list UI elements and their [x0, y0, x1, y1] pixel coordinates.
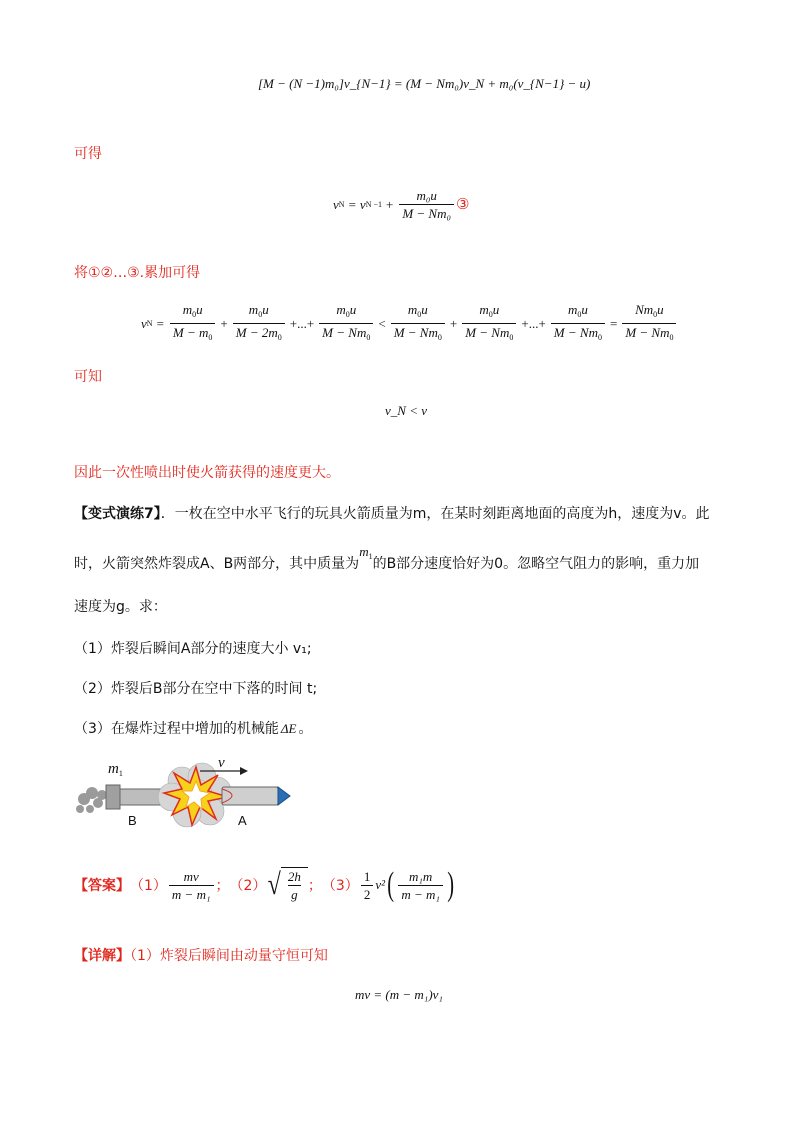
rocket-part-a	[222, 787, 278, 805]
answer-part-2-label: （2）	[229, 878, 267, 894]
eq2-denominator: M − Nm₀	[399, 204, 454, 221]
problem-line1-text: ．一枚在空中水平飞行的玩具火箭质量为m，在某时刻距离地面的高度为h，速度为v。此	[160, 506, 710, 522]
q3-text: （3）在爆炸过程中增加的机械能	[74, 721, 279, 737]
delta-e-symbol: ΔE	[280, 721, 297, 736]
answer-3-paren: ( $\frac{\text{m₁m}}{\text{m − m₁}}$ )	[387, 866, 454, 903]
velocity-recursion-equation: v N = v N −1 + $\frac{\text{m₀u}}{\text{M − Nm₀}}$ ③	[333, 188, 470, 221]
answer-2-denominator: g	[288, 885, 301, 902]
figure-label-m1: $m_1$	[108, 761, 123, 778]
answer-sep-2: ；	[307, 878, 322, 894]
answer-3-half: $\frac{1}{2}$	[361, 869, 374, 902]
eq2-fraction	[399, 188, 454, 221]
figure-label-v: v	[218, 755, 225, 771]
eq2-circled-marker: ③	[456, 197, 470, 213]
question-3	[74, 719, 313, 739]
figure-label-b: B	[128, 813, 137, 828]
answer-sep-1: ；	[215, 878, 230, 894]
answer-1-denominator: m − m₁	[169, 885, 214, 902]
conclusion-text: 因此一次性喷出时使火箭获得的速度更大。	[74, 465, 340, 481]
ineq-text: v_N < v	[385, 403, 427, 418]
problem-line2a: 时，火箭突然炸裂成A、B两部分，其中质量为	[74, 556, 360, 572]
rocket-explosion-figure	[72, 755, 292, 835]
eq2-numerator: m₀u	[416, 188, 437, 203]
velocity-sum-inequality: v N = $\frac{m_0u}{M - m_0}$ + $\frac{m_0u}{M - 2m_0}$ +...+ $\frac{m_0u}{M - Nm_0}$ < $\frac{m_0u}{M - Nm_0}$ + $\frac{m_0u}{M - Nm_0}$ +...+ $\frac{m_0u}{M - Nm_0}$ = $\frac{Nm_0u}{M - Nm_0}$	[141, 302, 678, 345]
answer-part-1-label: （1）	[130, 878, 167, 894]
momentum-conservation-equation: mv = (m − m₁)v₁	[355, 987, 443, 1002]
question-1: （1）炸裂后瞬间A部分的速度大小 v₁;	[74, 641, 312, 657]
problem-heading: 【变式演练7】	[74, 506, 161, 522]
answer-1-numerator: mv	[183, 868, 199, 884]
answer-tag: 【答案】	[74, 878, 130, 894]
detail-tag: 【详解】	[74, 948, 130, 964]
question-2: （2）炸裂后B部分在空中下落的时间 t;	[74, 681, 318, 697]
eq2-lhs: v	[333, 196, 339, 212]
problem-line-3: 速度为g。求：	[74, 599, 167, 615]
velocity-inequality	[385, 403, 427, 419]
rocket-nose-cone	[278, 787, 290, 805]
m1-sub: 1	[368, 552, 373, 561]
problem-line-2	[74, 544, 734, 579]
q3-end: 。	[298, 721, 313, 737]
answer-3-v-squared: v²	[375, 877, 385, 892]
answer-1-fraction	[169, 869, 214, 902]
detail-line	[74, 945, 328, 965]
eq2-lhs-sub: N	[338, 200, 345, 209]
answer-3-denominator: m − m₁	[398, 885, 443, 902]
rocket-explosion-illustration	[72, 755, 292, 835]
problem-line-1	[74, 504, 734, 524]
eq2-v-sub: N −1	[365, 200, 382, 209]
momentum-equation-n	[258, 76, 590, 92]
kede-label: 可得	[74, 146, 102, 162]
detail-text: （1）炸裂后瞬间由动量守恒可知	[130, 948, 328, 964]
kezhi-label: 可知	[74, 369, 102, 385]
problem-line2b: 的B部分速度恰好为0。忽略空气阻力的影响，重力加	[372, 556, 700, 572]
tail-smoke	[76, 787, 107, 813]
equation-text: [M − (N −1)m₀]v_{N−1} = (M − Nm₀)v_N + m₀(v_{N−1} − u)	[258, 76, 591, 91]
answer-line	[74, 860, 456, 910]
answer-part-3-label: （3）	[321, 878, 359, 894]
eq2-v: v	[359, 196, 366, 212]
answer-3-numerator: m₁m	[408, 868, 433, 884]
figure-label-a: A	[238, 813, 247, 828]
sum-line: 将①②…③.累加可得	[74, 265, 201, 281]
answer-2-sqrt: √ $\frac{2h}{g}$	[266, 867, 307, 903]
m1-symbol: m	[359, 544, 369, 559]
answer-2-numerator: 2h	[287, 869, 301, 884]
